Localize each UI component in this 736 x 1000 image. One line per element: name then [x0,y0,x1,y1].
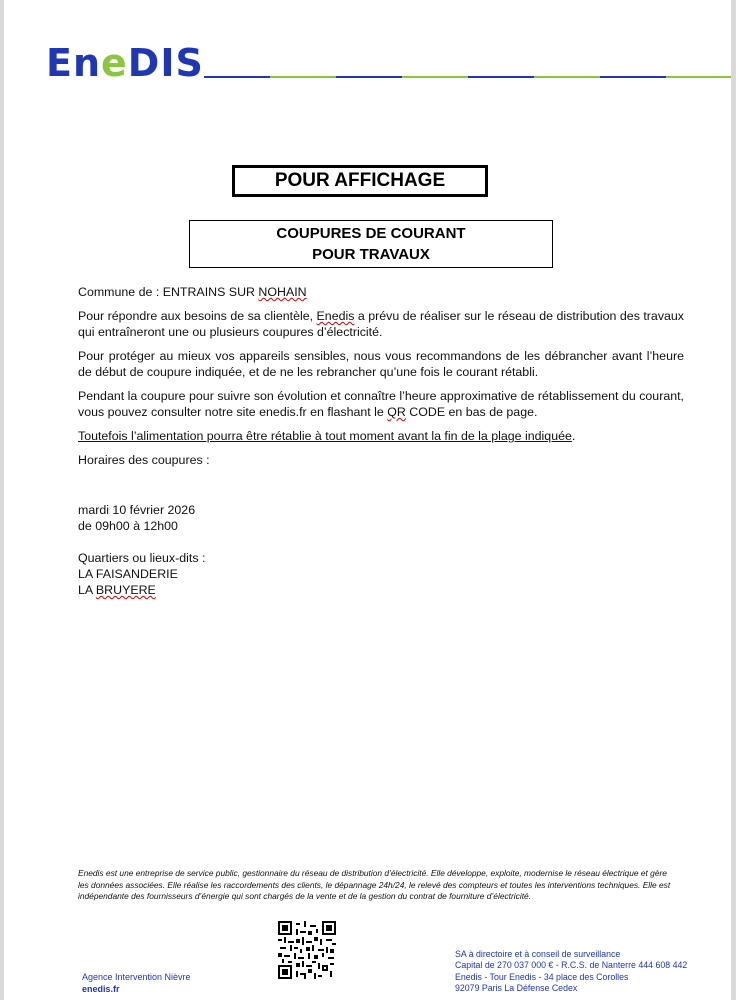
legal-notice: Enedis est une entreprise de service public, gestionnaire du réseau de distribution d’électricité. Elle développe, exploite, modernise le réseau électrique et gère les données associées. Elle réalise les raccordements des clients, le dépannage 24h/24, le relevé des compteurs et toutes les interventions techniques. Elle est indépendante des fournisseurs d’énergie qui sont chargés de la vente et de la gestion du contrat de fourniture d’électricité. [78,868,671,901]
coupures-title-line2: POUR TRAVAUX [312,246,430,263]
place-item: LA BRUYERE [78,583,156,597]
qr-code-icon[interactable] [278,921,336,979]
document-page [4,0,731,1000]
agency-name: Agence Intervention Nièvre [82,972,191,982]
pour-affichage-box: POUR AFFICHAGE [232,165,488,197]
agency-block [82,971,191,995]
enedis-logo: EneDIS [46,41,204,85]
outage-date: mardi 10 février 2026 [78,503,196,517]
place-item: LA FAISANDERIE [78,567,178,581]
quartiers-label: Quartiers ou lieux-dits : [78,551,206,565]
paragraph-protection: Pour protéger au mieux vos appareils sensibles, nous vous recommandons de les débrancher avant l’heure de début de coupure indiquée, et de ne les rebrancher qu’une fois le courant rétabli. [78,349,684,379]
paragraph-qr-info: Pendant la coupure pour suivre son évolution et connaître l’heure approximative de rétablissement du courant, vous pouvez consulter notre site enedis.fr en flashant le QR CODE en bas de page. [78,389,684,419]
notice-body [78,284,684,598]
outage-time: de 09h00 à 12h00 [78,519,178,533]
coupures-title-box [189,220,553,268]
horaires-label: Horaires des coupures : [78,453,210,467]
website-link[interactable]: enedis.fr [82,984,120,994]
paragraph-warning: Toutefois l’alimentation pourra être rétablie à tout moment avant la fin de la plage indiquée. [78,429,576,443]
commune-line: Commune de : ENTRAINS SUR NOHAIN [78,285,307,299]
company-info: SA à directoire et à conseil de surveillance Capital de 270 037 000 € - R.C.S. de Nanterre 444 608 442 Enedis - Tour Enedis - 34 place des Corolles 92079 Paris La Défense Cedex [455,949,688,994]
coupures-title-line1: COUPURES DE COURANT [276,225,466,242]
paragraph-intro: Pour répondre aux besoins de sa clientèle, Enedis a prévu de réaliser sur le réseau de distribution des travaux qui entraîneront une ou plusieurs coupures d’électricité. [78,309,684,339]
header-stripe [204,76,731,78]
